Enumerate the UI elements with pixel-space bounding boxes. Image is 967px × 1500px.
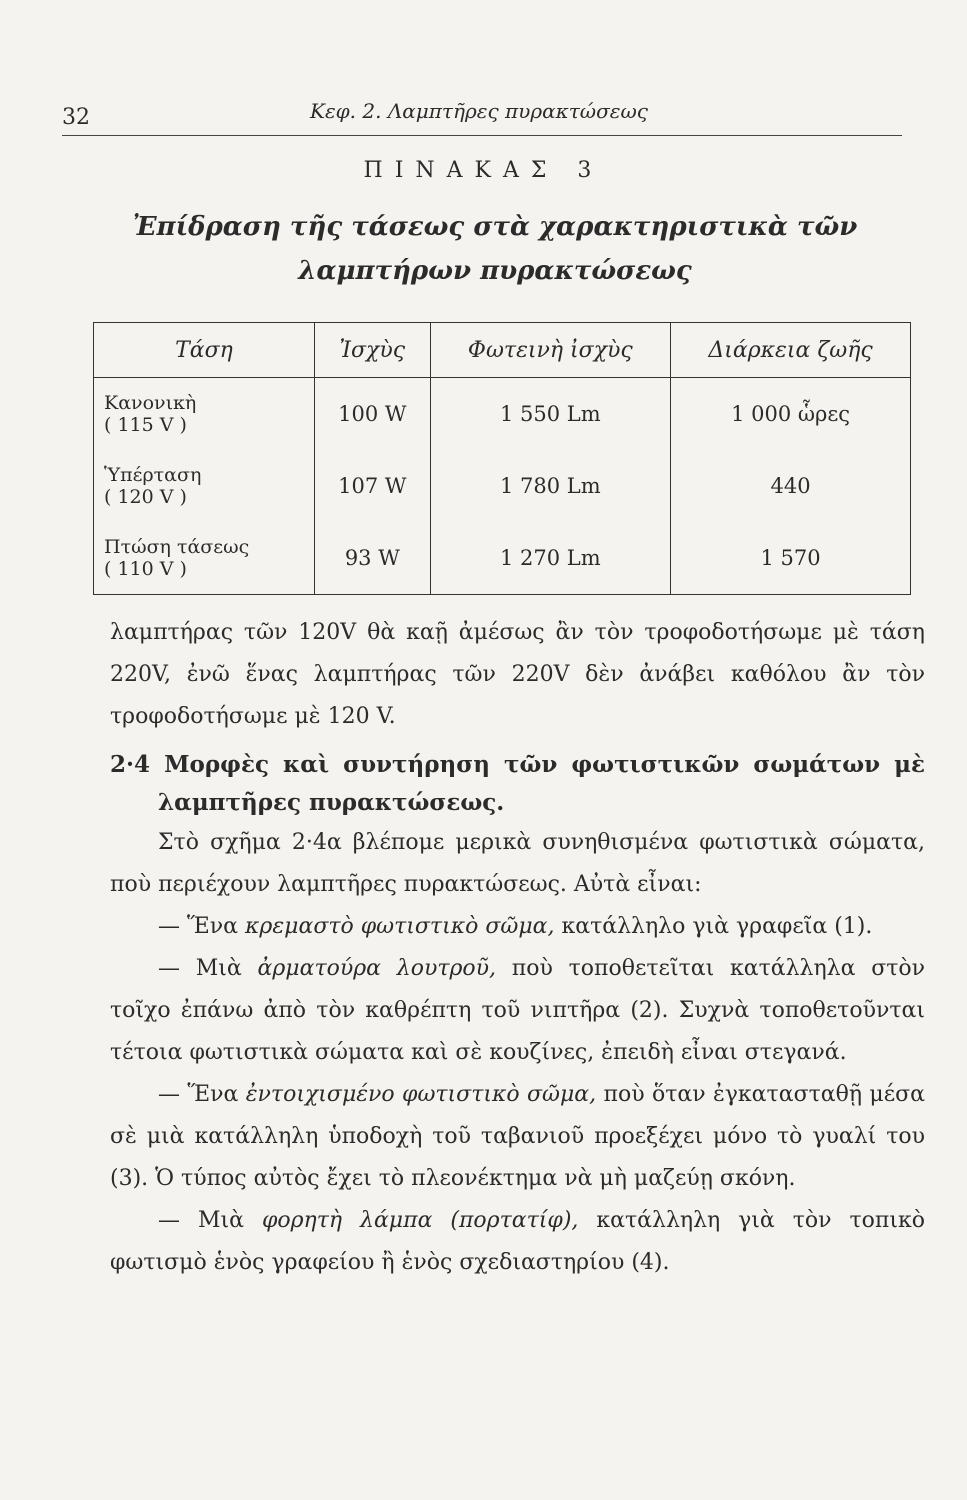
power-cell: 107 W [315,450,431,522]
voltage-cell [94,378,315,451]
item-term: ἀρματούρα λουτροῦ, [257,956,497,981]
item-dash: — Ἕνα [158,914,238,939]
item-term: φορητὴ λάμπα (πορτατίφ), [261,1208,579,1233]
table-header-row [94,323,911,378]
page-header [62,95,902,136]
header-voltage: Τάση [94,323,315,378]
voltage-name: Κανονικὴ [104,392,197,414]
table-row [94,450,911,522]
item-term: ἐντοιχισμένο φωτιστικὸ σῶμα, [245,1082,597,1107]
power-cell: 93 W [315,522,431,595]
item-dash: — Μιὰ [158,1208,244,1233]
paragraph: λαμπτήρας τῶν 120V θὰ καῇ ἀμέσως ἂν τὸν τροφοδοτήσωμε μὲ τάση 220V, ἐνῶ ἕνας λαμπτήρας τῶν 220V δὲν ἀνάβει καθόλου ἂν τὸν τροφοδοτήσωμε μὲ 120 V. [110,620,925,729]
flux-cell: 1 550 Lm [430,378,670,451]
voltage-name: Ὑπέρταση [104,464,202,486]
table-row [94,522,911,595]
table-caption: Ἐπίδραση τῆς τάσεως στὰ χαρακτηριστικὰ τῶν λαμπτήρων πυρακτώσεως [132,212,858,286]
table-row [94,378,911,451]
list-item [110,1200,925,1284]
flux-cell: 1 270 Lm [430,522,670,595]
running-head: Κεφ. 2. Λαμπτῆρες πυρακτώσεως [310,99,648,123]
item-description: κατάλληλο γιὰ γραφεῖα (1). [561,914,873,939]
header-power: Ἰσχὺς [315,323,431,378]
voltage-effects-table [93,322,911,595]
header-luminous-flux: Φωτεινὴ ἰσχὺς [430,323,670,378]
list-item [110,1074,925,1200]
list-item [110,948,925,1074]
voltage-value: ( 110 V ) [104,558,187,580]
item-description: κατάλληλη γιὰ τὸν τοπικὸ φωτισμὸ ἑνὸς γραφείου ἢ ἑνὸς σχεδιαστηρίου (4). [110,1208,925,1275]
item-dash: — Μιὰ [158,956,242,981]
item-dash: — Ἕνα [158,1082,239,1107]
paragraph: Στὸ σχῆμα 2·4α βλέπομε μερικὰ συνηθισμένα φωτιστικὰ σώματα, ποὺ περιέχουν λαμπτῆρες πυρακτώσεως. Αὐτὰ εἶναι: [110,830,925,897]
voltage-value: ( 115 V ) [104,414,187,436]
table-label: ΠΙΝΑΚΑΣ 3 [363,158,604,183]
item-term: κρεμαστὸ φωτιστικὸ σῶμα, [245,914,555,939]
voltage-cell [94,450,315,522]
voltage-name: Πτώση τάσεως [104,536,250,558]
item-description: ποὺ ὅταν ἐγκατασταθῇ μέσα σὲ μιὰ κατάλληλη ὑποδοχὴ τοῦ ταβανιοῦ προεξέχει μόνο τὸ γυαλί του (3). Ὁ τύπος αὐτὸς ἔχει τὸ πλεονέκτημα νὰ μὴ μαζεύῃ σκόνη. [110,1082,925,1191]
life-cell: 440 [671,450,911,522]
header-lifetime: Διάρκεια ζωῆς [671,323,911,378]
flux-cell: 1 780 Lm [430,450,670,522]
power-cell: 100 W [315,378,431,451]
section-heading: 2·4 Μορφὲς καὶ συντήρηση τῶν φωτιστικῶν σωμάτων μὲ λαμπτῆρες πυρακτώσεως. [110,751,925,816]
list-item [110,906,925,948]
page-number: 32 [62,105,90,130]
body-text [110,612,925,1284]
voltage-value: ( 120 V ) [104,486,187,508]
life-cell: 1 000 ὧρες [671,378,911,451]
voltage-cell [94,522,315,595]
life-cell: 1 570 [671,522,911,595]
item-description: ποὺ τοποθετεῖται κατάλληλα στὸν τοῖχο ἐπάνω ἀπὸ τὸν καθρέπτη τοῦ νιπτῆρα (2). Συχνὰ τοποθετοῦνται τέτοια φωτιστικὰ σώματα καὶ σὲ κουζίνες, ἐπειδὴ εἶναι στεγανά. [110,956,926,1065]
